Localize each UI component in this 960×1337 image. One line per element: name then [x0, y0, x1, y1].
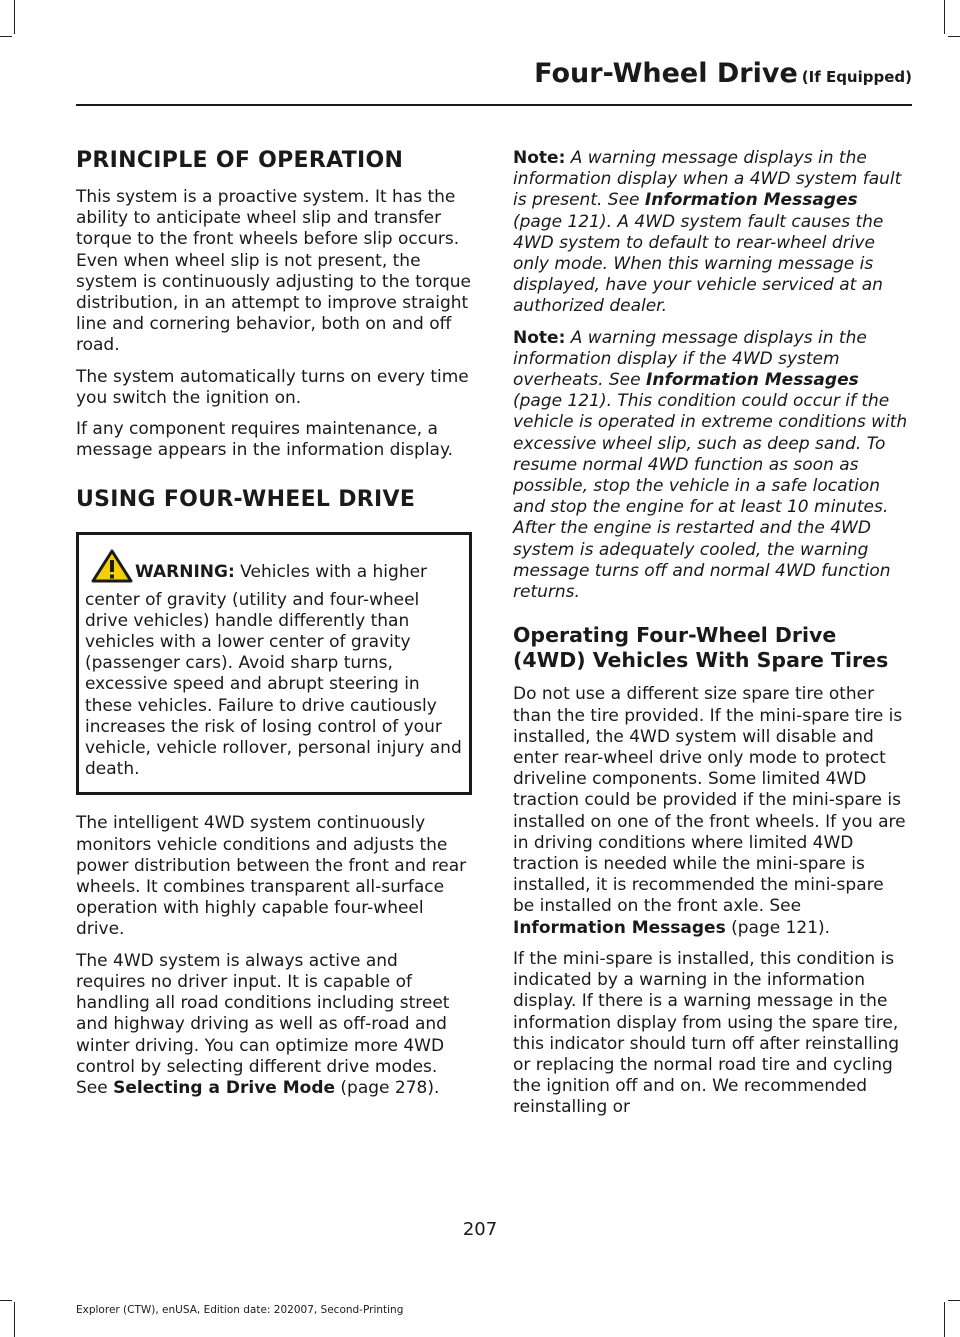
note-text: A warning message displays in the information display if the 4WD system overheats. See [513, 327, 867, 391]
note-text: (page 121). This condition could occur if the vehicle is operated in extreme conditions with excessive wheel slip, such as deep sand. To resume normal 4WD function as soon as possible, stop the vehicle in a safe location and stop the engine for at least 10 minutes. After the engine is restarted and the 4WD system is adequately cooled, the warning message turns off and normal 4WD function returns. [513, 391, 908, 603]
crop-mark [944, 0, 945, 34]
note-text: (page 121). A 4WD system fault causes the 4WD system to default to rear-wheel drive only mode. When this warning message is displayed, have your vehicle serviced at an authorized dealer. [513, 211, 884, 317]
paragraph: This system is a proactive system. It has the ability to anticipate wheel slip and transfer torque to the front wheels before slip occurs. Even when wheel slip is not present, the system is continuously adjusting to the torque distribution, in an attempt to improve straight line and cornering behavior, both on and off road. [76, 187, 472, 356]
paragraph-text: Do not use a different size spare tire other than the tire provided. If the mini-spare tire is installed, the 4WD system will disable and enter rear-wheel drive only mode to protect driveline components. Some limited 4WD traction could be provided if the mini-spare is installed on one of the front wheels. If you are in driving conditions where limited 4WD traction is needed while the mini-spare is installed, it is recommended the mini-spare be installed on the front axle. See [513, 684, 906, 917]
footer-edition-info: Explorer (CTW), enUSA, Edition date: 202007, Second-Printing [76, 1304, 404, 1316]
page-reference: (page 278). [335, 1077, 440, 1098]
right-column [513, 148, 909, 1129]
warning-triangle-icon [91, 549, 135, 589]
crop-mark [944, 1302, 945, 1337]
page-header-title [534, 58, 912, 89]
note-paragraph [513, 328, 909, 604]
paragraph: The intelligent 4WD system continuously monitors vehicle conditions and adjusts the power distribution between the front and rear wheels. It combines transparent all-surface operation with highly capable four-wheel drive. [76, 813, 467, 940]
paragraph-text: The 4WD system is always active and requires no driver input. It is capable of handling all road conditions including street and highway driving as well as off-road and winter driving. You can optimize more 4WD control by selecting different drive modes. See [76, 950, 450, 1098]
left-column [76, 148, 472, 1109]
warning-box [76, 532, 472, 795]
paragraph: The system automatically turns on every time you switch the ignition on. [76, 366, 469, 408]
crop-mark [0, 1300, 12, 1301]
paragraph [513, 684, 909, 938]
note-paragraph [513, 148, 909, 318]
paragraph: If any component requires maintenance, a message appears in the information display. [76, 419, 453, 461]
page-reference: (page 121). [725, 917, 831, 938]
cross-reference-link[interactable]: Information Messages [513, 917, 726, 938]
cross-reference-link[interactable]: Selecting a Drive Mode [113, 1077, 336, 1098]
header-divider [76, 104, 912, 106]
note-label: Note: [513, 327, 566, 348]
warning-text: Vehicles with a higher center of gravity (utility and four-wheel drive vehicles) handle differently than vehicles with a lower center of gravity (passenger cars). Avoid sharp turns, excessive speed and abrupt steering in these vehicles. Failure to drive cautiously increases the risk of losing control of your vehicle, vehicle rollover, personal injury and death. [85, 562, 462, 780]
warning-paragraph [85, 549, 463, 780]
warning-label: WARNING: [135, 562, 235, 583]
subsection-heading: Operating Four-Wheel Drive (4WD) Vehicles With Spare Tires [513, 623, 889, 672]
section-heading-using-4wd: USING FOUR-WHEEL DRIVE [76, 487, 416, 513]
crop-mark [948, 1300, 960, 1301]
paragraph: If the mini-spare is installed, this condition is indicated by a warning in the information display. If there is a warning message in the information display from using the spare tire, this indicator should turn off after reinstalling or replacing the normal road tire and cycling the ignition off and on. We recommended reinstalling or [513, 948, 900, 1118]
crop-mark [0, 36, 12, 37]
header-title-text: Four-Wheel Drive [534, 58, 798, 89]
cross-reference-link[interactable]: Information Messages [644, 190, 858, 211]
crop-mark [14, 0, 15, 34]
paragraph [76, 951, 472, 1099]
section-heading-principle: PRINCIPLE OF OPERATION [76, 148, 404, 173]
crop-mark [948, 36, 960, 37]
cross-reference-link[interactable]: Information Messages [646, 370, 859, 391]
note-label: Note: [513, 148, 566, 168]
page-number: 207 [462, 1219, 498, 1240]
header-subtitle: (If Equipped) [801, 68, 912, 86]
note-text: A warning message displays in the information display when a 4WD system fault is present. See [513, 148, 902, 211]
crop-mark [14, 1302, 15, 1337]
